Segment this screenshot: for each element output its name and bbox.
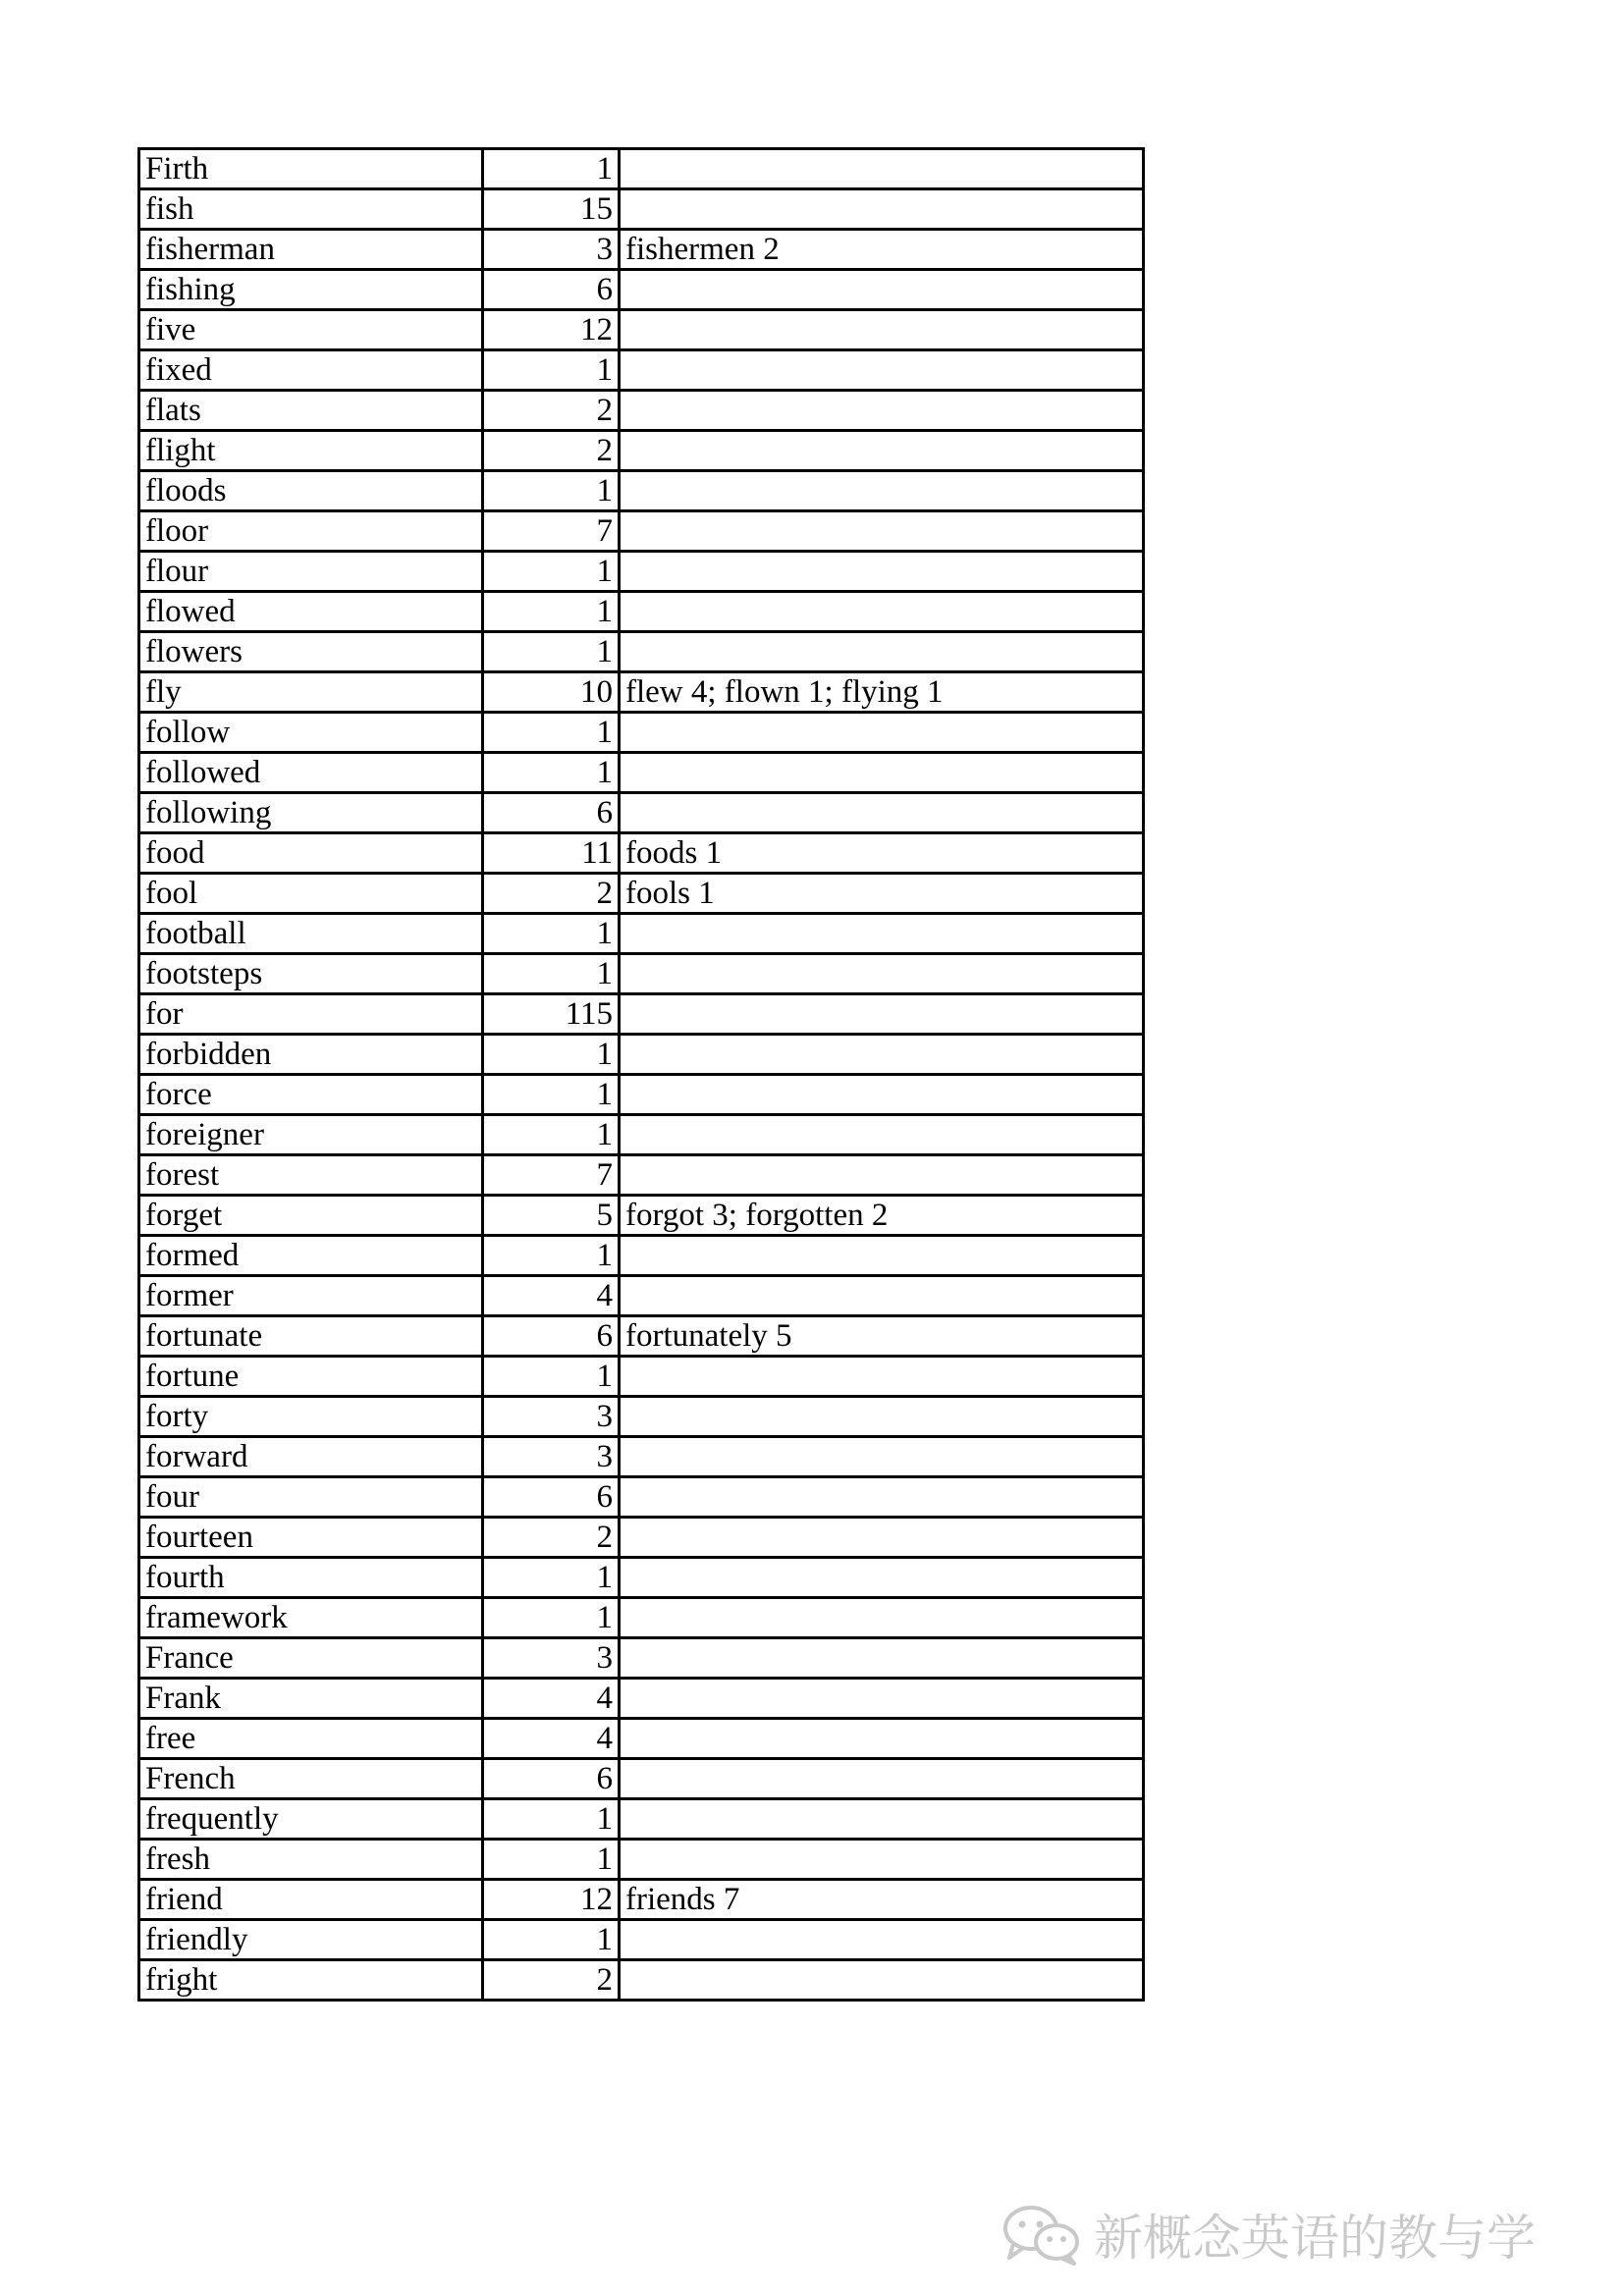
table-row <box>139 471 1144 511</box>
word-cell: fright <box>139 1960 483 2001</box>
count-cell: 10 <box>483 672 620 713</box>
table-row <box>139 1518 1144 1558</box>
count-cell: 1 <box>483 1558 620 1598</box>
count-cell: 1 <box>483 1115 620 1155</box>
word-cell: friendly <box>139 1920 483 1960</box>
word-cell: flowed <box>139 592 483 632</box>
count-cell: 1 <box>483 713 620 753</box>
table-row <box>139 1477 1144 1518</box>
table-row <box>139 1719 1144 1759</box>
table-row <box>139 793 1144 833</box>
word-cell: follow <box>139 713 483 753</box>
forms-cell <box>620 471 1144 511</box>
table-row <box>139 1759 1144 1799</box>
count-cell: 2 <box>483 1960 620 2001</box>
forms-cell <box>620 1598 1144 1638</box>
table-row <box>139 1316 1144 1357</box>
forms-cell <box>620 1920 1144 1960</box>
word-cell: flowers <box>139 632 483 672</box>
count-cell: 3 <box>483 230 620 270</box>
word-cell: friend <box>139 1880 483 1920</box>
table-row <box>139 592 1144 632</box>
count-cell: 1 <box>483 1799 620 1840</box>
table-row <box>139 1155 1144 1196</box>
count-cell: 1 <box>483 954 620 994</box>
table-row <box>139 391 1144 431</box>
word-cell: fisherman <box>139 230 483 270</box>
table-row <box>139 431 1144 471</box>
count-cell: 2 <box>483 391 620 431</box>
forms-cell <box>620 1035 1144 1075</box>
word-cell: flight <box>139 431 483 471</box>
forms-cell <box>620 1236 1144 1276</box>
count-cell: 1 <box>483 632 620 672</box>
forms-cell <box>620 1840 1144 1880</box>
count-cell: 2 <box>483 431 620 471</box>
count-cell: 5 <box>483 1196 620 1236</box>
count-cell: 1 <box>483 1236 620 1276</box>
table-row <box>139 1196 1144 1236</box>
word-cell: frequently <box>139 1799 483 1840</box>
word-cell: food <box>139 833 483 874</box>
forms-cell <box>620 310 1144 350</box>
forms-cell <box>620 189 1144 230</box>
count-cell: 1 <box>483 753 620 793</box>
count-cell: 2 <box>483 1518 620 1558</box>
word-cell: free <box>139 1719 483 1759</box>
count-cell: 1 <box>483 1035 620 1075</box>
forms-cell <box>620 592 1144 632</box>
forms-cell <box>620 1075 1144 1115</box>
count-cell: 4 <box>483 1719 620 1759</box>
forms-cell <box>620 350 1144 391</box>
forms-cell <box>620 391 1144 431</box>
forms-cell <box>620 431 1144 471</box>
word-cell: followed <box>139 753 483 793</box>
word-cell: Firth <box>139 149 483 189</box>
table-row <box>139 672 1144 713</box>
word-cell: forget <box>139 1196 483 1236</box>
count-cell: 1 <box>483 471 620 511</box>
table-row <box>139 1397 1144 1437</box>
word-cell: fourteen <box>139 1518 483 1558</box>
table-row <box>139 1679 1144 1719</box>
table-row <box>139 1075 1144 1115</box>
word-cell: former <box>139 1276 483 1316</box>
count-cell: 1 <box>483 1840 620 1880</box>
word-cell: fourth <box>139 1558 483 1598</box>
forms-cell: fortunately 5 <box>620 1316 1144 1357</box>
table-row <box>139 552 1144 592</box>
table-row <box>139 1840 1144 1880</box>
word-cell: force <box>139 1075 483 1115</box>
table-row <box>139 1437 1144 1477</box>
forms-cell <box>620 1679 1144 1719</box>
forms-cell: flew 4; flown 1; flying 1 <box>620 672 1144 713</box>
forms-cell <box>620 1799 1144 1840</box>
table-row <box>139 954 1144 994</box>
table-row <box>139 270 1144 310</box>
word-cell: fresh <box>139 1840 483 1880</box>
watermark <box>1001 2199 1536 2269</box>
count-cell: 2 <box>483 874 620 914</box>
count-cell: 1 <box>483 1075 620 1115</box>
forms-cell <box>620 994 1144 1035</box>
word-cell: flour <box>139 552 483 592</box>
table-row <box>139 833 1144 874</box>
count-cell: 1 <box>483 350 620 391</box>
word-cell: fixed <box>139 350 483 391</box>
forms-cell: fools 1 <box>620 874 1144 914</box>
table-row <box>139 1880 1144 1920</box>
count-cell: 1 <box>483 1920 620 1960</box>
table-row <box>139 1638 1144 1679</box>
forms-cell <box>620 1477 1144 1518</box>
word-cell: foreigner <box>139 1115 483 1155</box>
count-cell: 1 <box>483 1598 620 1638</box>
word-cell: Frank <box>139 1679 483 1719</box>
table-row <box>139 874 1144 914</box>
table-row <box>139 753 1144 793</box>
count-cell: 11 <box>483 833 620 874</box>
forms-cell: foods 1 <box>620 833 1144 874</box>
forms-cell <box>620 1558 1144 1598</box>
count-cell: 6 <box>483 1759 620 1799</box>
word-cell: for <box>139 994 483 1035</box>
table-row <box>139 1920 1144 1960</box>
forms-cell <box>620 552 1144 592</box>
word-frequency-table <box>137 147 1145 2002</box>
forms-cell <box>620 1719 1144 1759</box>
word-cell: football <box>139 914 483 954</box>
count-cell: 12 <box>483 310 620 350</box>
word-cell: France <box>139 1638 483 1679</box>
count-cell: 1 <box>483 592 620 632</box>
table-row <box>139 914 1144 954</box>
count-cell: 4 <box>483 1276 620 1316</box>
word-cell: fortune <box>139 1357 483 1397</box>
forms-cell <box>620 511 1144 552</box>
forms-cell <box>620 713 1144 753</box>
forms-cell <box>620 1759 1144 1799</box>
count-cell: 1 <box>483 914 620 954</box>
word-cell: forty <box>139 1397 483 1437</box>
word-cell: forbidden <box>139 1035 483 1075</box>
forms-cell <box>620 632 1144 672</box>
table-row <box>139 1357 1144 1397</box>
count-cell: 3 <box>483 1437 620 1477</box>
forms-cell <box>620 1397 1144 1437</box>
word-cell: fish <box>139 189 483 230</box>
table-row <box>139 1115 1144 1155</box>
word-cell: five <box>139 310 483 350</box>
forms-cell <box>620 1960 1144 2001</box>
word-cell: footsteps <box>139 954 483 994</box>
word-cell: four <box>139 1477 483 1518</box>
word-cell: French <box>139 1759 483 1799</box>
forms-cell <box>620 914 1144 954</box>
word-cell: framework <box>139 1598 483 1638</box>
word-cell: following <box>139 793 483 833</box>
count-cell: 6 <box>483 1477 620 1518</box>
table-row <box>139 1035 1144 1075</box>
forms-cell <box>620 954 1144 994</box>
word-cell: floor <box>139 511 483 552</box>
forms-cell <box>620 149 1144 189</box>
count-cell: 3 <box>483 1638 620 1679</box>
count-cell: 1 <box>483 1357 620 1397</box>
forms-cell <box>620 1437 1144 1477</box>
forms-cell <box>620 753 1144 793</box>
table-row <box>139 230 1144 270</box>
count-cell: 1 <box>483 552 620 592</box>
count-cell: 12 <box>483 1880 620 1920</box>
table-row <box>139 149 1144 189</box>
count-cell: 6 <box>483 1316 620 1357</box>
count-cell: 7 <box>483 1155 620 1196</box>
table-row <box>139 632 1144 672</box>
forms-cell <box>620 270 1144 310</box>
table-row <box>139 1799 1144 1840</box>
table-row <box>139 1558 1144 1598</box>
count-cell: 1 <box>483 149 620 189</box>
forms-cell: fishermen 2 <box>620 230 1144 270</box>
forms-cell <box>620 1155 1144 1196</box>
count-cell: 115 <box>483 994 620 1035</box>
table-row <box>139 310 1144 350</box>
forms-cell <box>620 1357 1144 1397</box>
count-cell: 4 <box>483 1679 620 1719</box>
count-cell: 7 <box>483 511 620 552</box>
watermark-text: 新概念英语的教与学 <box>1094 2210 1536 2267</box>
forms-cell <box>620 1518 1144 1558</box>
count-cell: 6 <box>483 793 620 833</box>
word-cell: fortunate <box>139 1316 483 1357</box>
table-row <box>139 1236 1144 1276</box>
word-cell: fishing <box>139 270 483 310</box>
forms-cell <box>620 793 1144 833</box>
word-cell: fly <box>139 672 483 713</box>
word-cell: flats <box>139 391 483 431</box>
table-row <box>139 511 1144 552</box>
count-cell: 15 <box>483 189 620 230</box>
forms-cell <box>620 1638 1144 1679</box>
word-cell: floods <box>139 471 483 511</box>
count-cell: 3 <box>483 1397 620 1437</box>
table-row <box>139 1598 1144 1638</box>
forms-cell: forgot 3; forgotten 2 <box>620 1196 1144 1236</box>
table-row <box>139 189 1144 230</box>
table-row <box>139 713 1144 753</box>
forms-cell: friends 7 <box>620 1880 1144 1920</box>
table-body <box>139 149 1144 2001</box>
word-cell: forest <box>139 1155 483 1196</box>
word-cell: forward <box>139 1437 483 1477</box>
forms-cell <box>620 1115 1144 1155</box>
table-row <box>139 350 1144 391</box>
table-row <box>139 994 1144 1035</box>
word-cell: formed <box>139 1236 483 1276</box>
table-row <box>139 1276 1144 1316</box>
table-row <box>139 1960 1144 2001</box>
forms-cell <box>620 1276 1144 1316</box>
word-cell: fool <box>139 874 483 914</box>
wechat-icon <box>1001 2203 1082 2266</box>
count-cell: 6 <box>483 270 620 310</box>
